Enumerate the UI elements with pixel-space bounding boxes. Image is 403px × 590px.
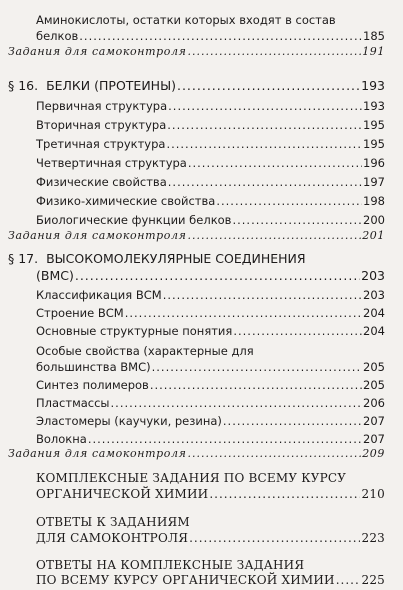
toc-page-number: 185 xyxy=(363,29,385,43)
toc-self-check-3[interactable] xyxy=(8,446,385,462)
leader-dots xyxy=(167,117,362,133)
leader-dots xyxy=(111,395,363,411)
toc-complex-tasks-line1: КОМПЛЕКСНЫЕ ЗАДАНИЯ ПО ВСЕМУ КУРСУ xyxy=(36,471,347,485)
toc-item-line1: Особые свойства (характерные для xyxy=(36,344,254,358)
toc-item[interactable] xyxy=(36,155,385,171)
toc-page-number: 223 xyxy=(361,531,385,545)
toc-section-17[interactable] xyxy=(36,268,385,284)
leader-dots xyxy=(209,486,360,502)
toc-entry-amino-acids-line1: Аминокислоты, остатки которых входят в состав xyxy=(36,13,336,27)
leader-dots xyxy=(75,268,360,284)
toc-item[interactable] xyxy=(36,174,385,190)
toc-answers-complex-line1: ОТВЕТЫ НА КОМПЛЕКСНЫЕ ЗАДАНИЯ xyxy=(36,558,305,572)
toc-self-check-2[interactable] xyxy=(8,228,385,244)
leader-dots xyxy=(336,572,361,588)
section-heading xyxy=(8,78,176,94)
toc-page-number: 198 xyxy=(363,194,385,208)
toc-page-number: 193 xyxy=(361,78,385,93)
toc-entry-label: ОРГАНИЧЕСКОЙ ХИМИИ xyxy=(36,487,209,501)
toc-item-label: Пластмассы xyxy=(36,396,110,410)
section-title-line1: ВЫСОКОМОЛЕКУЛЯРНЫЕ СОЕДИНЕНИЯ xyxy=(46,251,306,266)
toc-item[interactable] xyxy=(36,413,385,429)
toc-complex-tasks[interactable] xyxy=(36,486,385,502)
toc-page-number: 207 xyxy=(363,432,385,446)
toc-entry-label: белков xyxy=(36,29,79,43)
leader-dots xyxy=(168,174,362,190)
toc-page-number: 203 xyxy=(361,268,385,283)
leader-dots xyxy=(177,78,360,94)
toc-item-label: Вторичная структура xyxy=(36,118,167,132)
toc-item[interactable] xyxy=(36,193,385,209)
toc-item-label: Первичная структура xyxy=(36,99,168,113)
leader-dots xyxy=(150,377,362,393)
leader-dots xyxy=(223,413,362,429)
self-check-label: Задания для самоконтроля xyxy=(8,45,187,58)
toc-page-number: 206 xyxy=(363,396,385,410)
toc-answers-complex[interactable] xyxy=(36,572,385,588)
toc-entry-label: ДЛЯ САМОКОНТРОЛЯ xyxy=(36,531,189,545)
toc-page-number: 201 xyxy=(362,229,385,242)
toc-entry-amino-acids[interactable] xyxy=(36,28,385,44)
section-title-line2: (ВМС) xyxy=(36,268,74,283)
toc-page-number: 195 xyxy=(363,137,385,151)
toc-page-number: 204 xyxy=(363,324,385,338)
toc-page-number: 207 xyxy=(363,414,385,428)
leader-dots xyxy=(168,98,362,114)
leader-dots xyxy=(188,446,362,462)
toc-item[interactable] xyxy=(36,212,385,228)
toc-item-label: Биологические функции белков xyxy=(36,213,232,227)
toc-page-number: 200 xyxy=(363,213,385,227)
leader-dots xyxy=(79,28,362,44)
section-title: БЕЛКИ (ПРОТЕИНЫ) xyxy=(46,78,176,93)
toc-item[interactable] xyxy=(36,117,385,133)
toc-page-number: 204 xyxy=(363,306,385,320)
toc-item[interactable] xyxy=(36,377,385,393)
toc-item[interactable] xyxy=(36,136,385,152)
toc-answers[interactable] xyxy=(36,530,385,546)
toc-page-number: 195 xyxy=(363,118,385,132)
toc-entry-label: ПО ВСЕМУ КУРСУ ОРГАНИЧЕСКОЙ ХИМИИ xyxy=(36,573,335,587)
self-check-label: Задания для самоконтроля xyxy=(8,229,187,242)
toc-page-number: 193 xyxy=(363,99,385,113)
toc-page-number: 203 xyxy=(363,288,385,302)
toc-answers-line1: ОТВЕТЫ К ЗАДАНИЯМ xyxy=(36,515,190,529)
toc-item-label: Эластомеры (каучуки, резина) xyxy=(36,414,222,428)
toc-item-label: Третичная структура xyxy=(36,137,166,151)
toc-page-number: 191 xyxy=(362,45,385,58)
toc-item[interactable] xyxy=(36,287,385,303)
toc-page-number: 209 xyxy=(362,447,385,460)
leader-dots xyxy=(233,323,362,339)
toc-item[interactable] xyxy=(36,431,385,447)
leader-dots xyxy=(216,193,362,209)
toc-page-number: 205 xyxy=(363,360,385,374)
toc-section-16[interactable] xyxy=(8,78,385,94)
toc-item-label: Волокна xyxy=(36,432,87,446)
leader-dots xyxy=(188,155,362,171)
toc-page-number: 196 xyxy=(363,156,385,170)
toc-item-label: большинства ВМС) xyxy=(36,360,151,374)
toc-item-label: Синтез полимеров xyxy=(36,378,149,392)
leader-dots xyxy=(88,431,362,447)
toc-section-17-heading[interactable] xyxy=(8,251,306,267)
toc-item-label: Физико-химические свойства xyxy=(36,194,216,208)
section-number: § 16. xyxy=(8,78,39,93)
self-check-label: Задания для самоконтроля xyxy=(8,447,187,460)
toc-page-number: 210 xyxy=(361,487,385,501)
toc-self-check-1[interactable] xyxy=(8,44,385,60)
section-number: § 17. xyxy=(8,251,39,266)
toc-item-label: Основные структурные понятия xyxy=(36,324,233,338)
toc-item[interactable] xyxy=(36,359,385,375)
toc-item-label: Строение ВСМ xyxy=(36,306,124,320)
toc-page-number: 205 xyxy=(363,378,385,392)
toc-item[interactable] xyxy=(36,323,385,339)
toc-page-number: 225 xyxy=(361,573,385,587)
toc-item[interactable] xyxy=(36,98,385,114)
toc-item-label: Физические свойства xyxy=(36,175,167,189)
leader-dots xyxy=(232,212,362,228)
toc-item-label: Классификация ВСМ xyxy=(36,288,162,302)
toc-item[interactable] xyxy=(36,305,385,321)
leader-dots xyxy=(152,359,362,375)
leader-dots xyxy=(163,287,362,303)
leader-dots xyxy=(189,530,360,546)
leader-dots xyxy=(188,228,362,244)
leader-dots xyxy=(166,136,362,152)
toc-page-number: 197 xyxy=(363,175,385,189)
leader-dots xyxy=(188,44,362,60)
toc-item-label: Четвертичная структура xyxy=(36,156,187,170)
toc-item[interactable] xyxy=(36,395,385,411)
leader-dots xyxy=(125,305,362,321)
